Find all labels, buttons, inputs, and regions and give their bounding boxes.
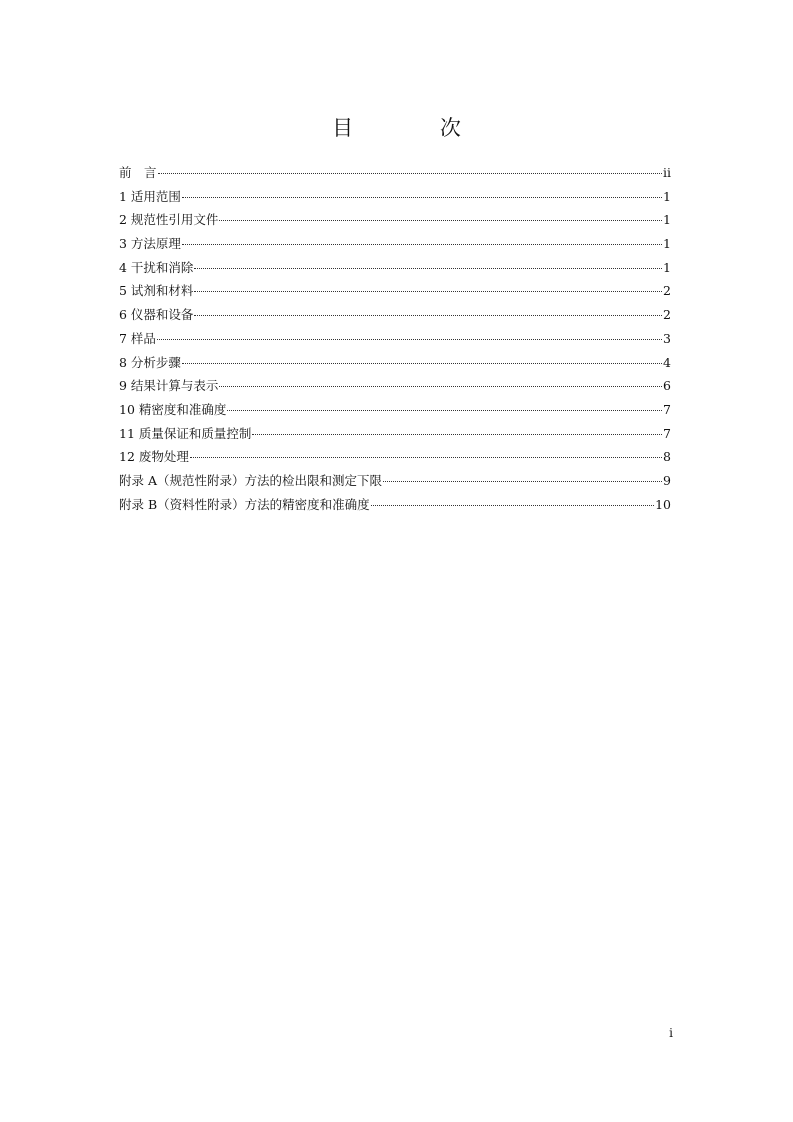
toc-dot-leader — [252, 434, 662, 435]
toc-entry[interactable] — [119, 495, 671, 519]
toc-entry-label: 附录 B（资料性附录）方法的精密度和准确度 — [119, 496, 370, 512]
toc-entry[interactable] — [119, 353, 671, 377]
toc-entry-page: 2 — [663, 307, 671, 323]
toc-dot-leader — [158, 173, 662, 174]
toc-dot-leader — [227, 410, 662, 411]
toc-entry[interactable] — [119, 163, 671, 187]
toc-entry-label: 5 试剂和材料 — [119, 283, 194, 299]
toc-entry-label: 10 精密度和准确度 — [119, 401, 227, 417]
toc-entry[interactable] — [119, 376, 671, 400]
toc-entry-page: 6 — [663, 378, 671, 394]
toc-entry[interactable] — [119, 471, 671, 495]
toc-entry-page: 3 — [663, 330, 671, 346]
toc-entry-label: 8 分析步骤 — [119, 354, 181, 370]
toc-entry[interactable] — [119, 234, 671, 258]
page-number: i — [669, 1026, 673, 1040]
toc-entry-page: 7 — [663, 401, 671, 417]
toc-entry-page: 8 — [663, 449, 671, 465]
toc-entry-label: 附录 A（规范性附录）方法的检出限和测定下限 — [119, 472, 383, 488]
toc-entry-label: 3 方法原理 — [119, 236, 181, 252]
toc-entry-page: 10 — [655, 496, 671, 512]
toc-entry[interactable] — [119, 258, 671, 282]
toc-entry[interactable] — [119, 305, 671, 329]
toc-entry-page: ii — [663, 165, 671, 180]
toc-entry-label: 1 适用范围 — [119, 188, 181, 204]
toc-dot-leader — [194, 291, 662, 292]
toc-entry-label: 9 结果计算与表示 — [119, 378, 219, 394]
page-title: 目 次 — [332, 116, 501, 140]
toc-entry-label: 11 质量保证和质量控制 — [119, 425, 252, 441]
toc-dot-leader — [194, 268, 662, 269]
toc-entry-label: 前 言 — [119, 165, 157, 180]
toc-entry[interactable] — [119, 424, 671, 448]
toc-dot-leader — [190, 457, 662, 458]
toc-entry-page: 1 — [663, 188, 671, 204]
toc-dot-leader — [182, 363, 662, 364]
toc-dot-leader — [219, 220, 662, 221]
table-of-contents — [119, 163, 671, 518]
toc-entry[interactable] — [119, 281, 671, 305]
toc-entry[interactable] — [119, 187, 671, 211]
toc-entry[interactable] — [119, 400, 671, 424]
toc-entry-page: 1 — [663, 259, 671, 275]
toc-dot-leader — [371, 505, 654, 506]
toc-entry-page: 2 — [663, 283, 671, 299]
toc-dot-leader — [194, 315, 662, 316]
toc-entry[interactable] — [119, 210, 671, 234]
toc-dot-leader — [182, 197, 662, 198]
toc-entry-page: 1 — [663, 212, 671, 228]
toc-entry[interactable] — [119, 447, 671, 471]
toc-entry-page: 9 — [663, 472, 671, 488]
toc-dot-leader — [219, 386, 662, 387]
toc-entry-label: 6 仪器和设备 — [119, 307, 194, 323]
toc-entry[interactable] — [119, 329, 671, 353]
toc-entry-label: 2 规范性引用文件 — [119, 212, 219, 228]
toc-entry-label: 4 干扰和消除 — [119, 259, 194, 275]
toc-entry-page: 4 — [663, 354, 671, 370]
toc-dot-leader — [383, 481, 662, 482]
toc-entry-label: 12 废物处理 — [119, 449, 189, 465]
toc-dot-leader — [182, 244, 662, 245]
toc-entry-label: 7 样品 — [119, 330, 156, 346]
toc-entry-page: 1 — [663, 236, 671, 252]
toc-dot-leader — [157, 339, 662, 340]
toc-entry-page: 7 — [663, 425, 671, 441]
